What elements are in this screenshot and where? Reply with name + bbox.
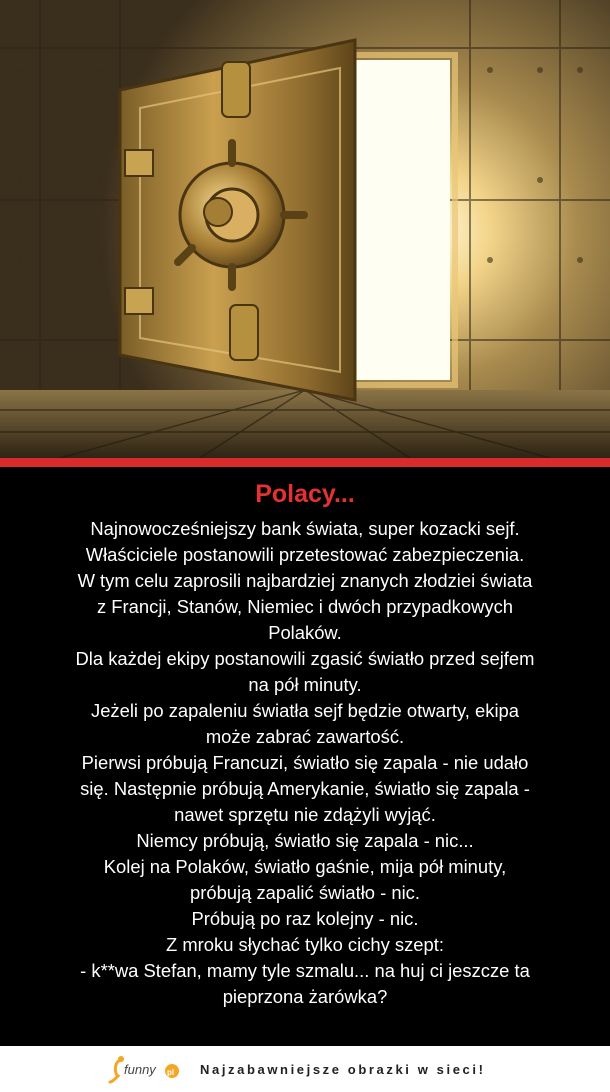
story-line: Z mroku słychać tylko cichy szept:	[166, 934, 444, 955]
story-line: z Francji, Stanów, Niemiec i dwóch przypadkowych	[97, 596, 513, 617]
story-line: - k**wa Stefan, mamy tyle szmalu... na huj ci jeszcze ta	[80, 960, 530, 981]
story-line: Najnowocześniejszy bank świata, super kozacki sejf.	[90, 518, 520, 539]
story-line: W tym celu zaprosili najbardziej znanych złodziei świata	[77, 570, 533, 591]
funny-logo-icon[interactable]	[108, 1054, 188, 1084]
story-line: Właściciele postanowili przetestować zabezpieczenia.	[85, 544, 525, 565]
story-line: próbują zapalić światło - nic.	[190, 882, 420, 903]
story-line: Polaków.	[268, 622, 342, 643]
accent-divider	[0, 458, 610, 467]
story-line: Próbują po raz kolejny - nic.	[191, 908, 419, 929]
story-line: na pół minuty.	[248, 674, 362, 695]
logo-text: funny	[124, 1062, 156, 1077]
story-line: Jeżeli po zapaleniu światła sejf będzie otwarty, ekipa	[91, 700, 519, 721]
story-line: nawet sprzętu nie zdążyli wyjąć.	[174, 804, 436, 825]
story-line: Pierwsi próbują Francuzi, światło się zapala - nie udało	[81, 752, 529, 773]
vault-image	[0, 0, 610, 458]
story-line: Dla każdej ekipy postanowili zgasić światło przed sejfem	[75, 648, 535, 669]
footer-tagline: Najzabawniejsze obrazki w sieci!	[200, 1062, 486, 1077]
meme-story	[16, 516, 594, 1010]
logo-suffix: pl	[167, 1068, 175, 1077]
story-line: pieprzona żarówka?	[222, 986, 388, 1007]
story-line: się. Następnie próbują Amerykanie, światło się zapala -	[80, 778, 530, 799]
meme-title: Polacy...	[255, 480, 355, 508]
story-line: Niemcy próbują, światło się zapala - nic...	[136, 830, 474, 851]
story-line: Kolej na Polaków, światło gaśnie, mija pół minuty,	[103, 856, 507, 877]
story-line: może zabrać zawartość.	[205, 726, 405, 747]
